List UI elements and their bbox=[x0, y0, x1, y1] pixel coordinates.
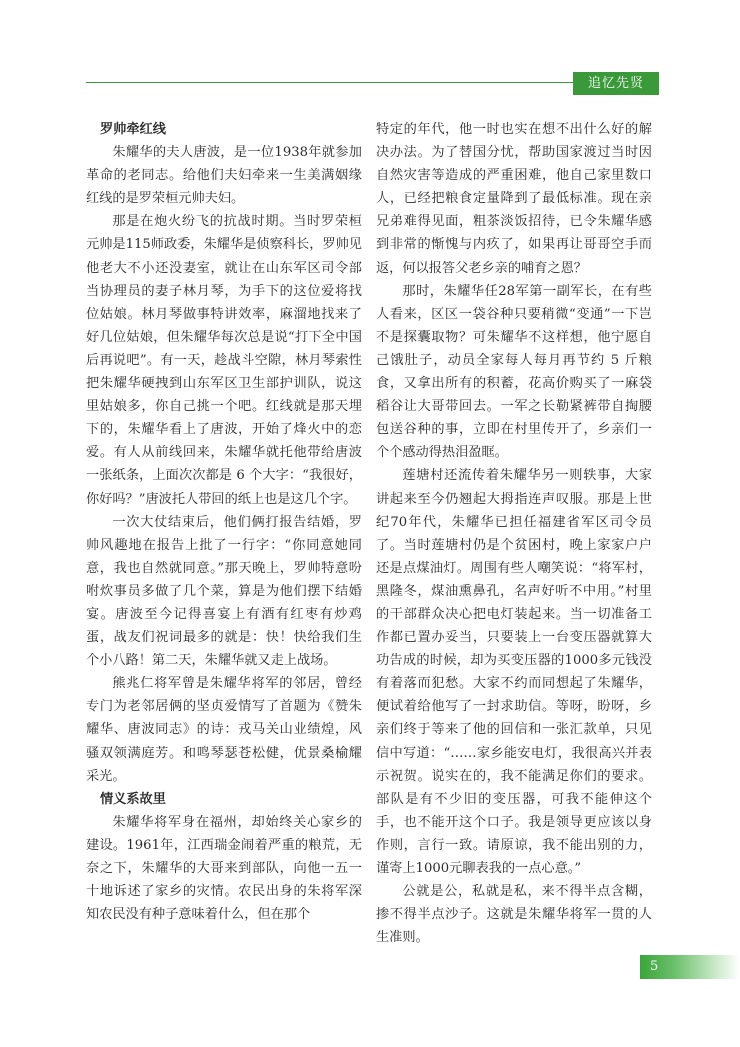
section-label-tab: 追忆先贤 bbox=[573, 72, 659, 95]
paragraph: 朱耀华的夫人唐波，是一位1938年就参加革命的老同志。给他们夫妇牵来一生美满姻缘红线的是罗荣桓元帅夫妇。 bbox=[86, 145, 362, 207]
left-column bbox=[86, 118, 362, 926]
paragraph: 那时，朱耀华任28军第一副军长，在有些人看来，区区一袋谷种只要稍微“变通”一下岂不是探囊取物？可朱耀华不这样想，他宁愿自己饿肚子，动员全家每人每月再节约 5 斤粮食，又拿出所有的积蓄，花高价购买了一麻袋稻谷让大哥带回去。一军之长勒紧裤带自掏腰包送谷种的事，立即在村里传开了，乡亲们一个个感动得热泪盈眶。 bbox=[376, 283, 652, 461]
heading-luo-shuai: 罗帅牵红线 bbox=[100, 122, 166, 137]
paragraph: 那是在炮火纷飞的抗战时期。当时罗荣桓元帅是115师政委，朱耀华是侦察科长，罗帅见他老大不小还没妻室，就让在山东军区司令部当协理员的妻子林月琴，为手下的这位爱将找位姑娘。林月琴做事特讲效率，麻溜地找来了好几位姑娘，但朱耀华每次总是说“打下全中国后再说吧”。有一天，趁战斗空隙，林月琴索性把朱耀华硬拽到山东军区卫生部护训队，说这里姑娘多，你自己挑一个吧。红线就是那天埋下的，朱耀华看上了唐波，开始了烽火中的恋爱。有人从前线回来，朱耀华就托他带给唐波一张纸条，上面次次都是 6 个大字：“我很好，你好吗？”唐波托人带回的纸上也是这几个字。 bbox=[86, 214, 362, 507]
paragraph-continued: 特定的年代，他一时也实在想不出什么好的解决办法。为了替国分忧，帮助国家渡过当时因自然灾害等造成的严重困难，他自己家里数口人，已经把粮食定量降到了最低标准。现在亲兄弟难得见面，粗茶淡饭招待，已令朱耀华感到非常的惭愧与内疚了，如果再让哥哥空手而返，何以报答父老乡亲的哺育之恩？ bbox=[376, 122, 652, 276]
right-column bbox=[376, 118, 652, 949]
paragraph: 莲塘村还流传着朱耀华另一则轶事，大家讲起来至今仍翘起大拇指连声叹服。那是上世纪70年代，朱耀华已担任福建省军区司令员了。当时莲塘村仍是个贫困村，晚上家家户户还是点煤油灯。周围有些人嘲笑说：“将军村，黑隆冬，煤油熏鼻孔，名声好听不中用。”村里的干部群众决心把电灯装起来。当一切准备工作都已置办妥当，只要装上一台变压器就算大功告成的时候，却为买变压器的1000多元钱没有着落而犯愁。大家不约而同想起了朱耀华，便试着给他写了一封求助信。等呀，盼呀，乡亲们终于等来了他的回信和一张汇款单，只见信中写道：“……家乡能安电灯，我很高兴并表示祝贺。说实在的，我不能满足你们的要求。部队是有不少旧的变压器，可我不能伸这个手，也不能开这个口子。我是领导更应该以身作则，言行一致。请原谅，我不能出别的力，谨寄上1000元聊表我的一点心意。” bbox=[376, 468, 652, 876]
paragraph: 公就是公，私就是私，来不得半点含糊，掺不得半点沙子。这就是朱耀华将军一贯的人生准则。 bbox=[376, 884, 652, 946]
paragraph: 朱耀华将军身在福州，却始终关心家乡的建设。1961年，江西瑞金闹着严重的粮荒，无奈之下，朱耀华的大哥来到部队，向他一五一十地诉述了家乡的灾情。农民出身的朱将军深知农民没有种子意味着什么，但在那个 bbox=[86, 814, 362, 923]
paragraph: 熊兆仁将军曾是朱耀华将军的邻居，曾经专门为老邻居俩的坚贞爱情写了首题为《赞朱耀华、唐波同志》的诗：戎马关山业绩煌，风骚双领满庭芳。和鸣琴瑟苍松健，优景桑榆耀采光。 bbox=[86, 676, 362, 784]
page-number: 5 bbox=[650, 959, 659, 974]
heading-qing-yi: 情义系故里 bbox=[100, 791, 166, 807]
paragraph: 一次大仗结束后，他们俩打报告结婚，罗帅风趣地在报告上批了一行字：“你同意她同意，我也自然就同意。”那天晚上，罗帅特意吩咐炊事员多做了几个菜，算是为他们摆下结婚宴。唐波至今记得喜宴上有酒有红枣有炒鸡蛋，战友们祝词最多的就是：快！快给我们生个小八路！第二天，朱耀华就又走上战场。 bbox=[86, 514, 362, 669]
